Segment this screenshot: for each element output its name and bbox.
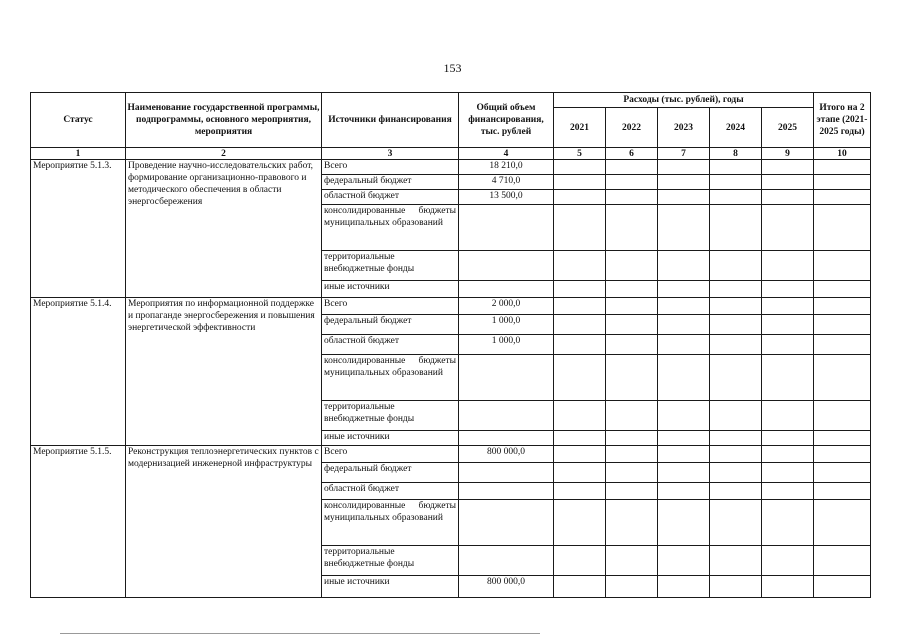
table-header	[31, 93, 871, 160]
empty-cell	[710, 190, 762, 205]
empty-cell	[710, 500, 762, 546]
empty-cell	[814, 446, 871, 463]
total-cell	[459, 546, 554, 576]
empty-cell	[658, 431, 710, 446]
measure-name: Реконструкция теплоэнергетических пунктов с модернизацией инженерной инфраструктуры	[126, 446, 322, 598]
total-cell: 2 000,0	[459, 298, 554, 315]
empty-cell	[762, 251, 814, 281]
source-cell: Всего	[322, 160, 459, 175]
empty-cell	[710, 463, 762, 483]
total-cell	[459, 355, 554, 401]
source-cell: консолидированные бюджеты муниципальных образований	[322, 205, 459, 251]
empty-cell	[658, 446, 710, 463]
empty-cell	[606, 483, 658, 500]
empty-cell	[606, 431, 658, 446]
total-cell: 4 710,0	[459, 175, 554, 190]
empty-cell	[762, 190, 814, 205]
empty-cell	[814, 298, 871, 315]
empty-cell	[554, 483, 606, 500]
empty-cell	[606, 355, 658, 401]
empty-cell	[658, 298, 710, 315]
total-cell: 18 210,0	[459, 160, 554, 175]
source-cell: иные источники	[322, 576, 459, 598]
header-total: Общий объем финансирования, тыс. рублей	[459, 93, 554, 148]
empty-cell	[762, 281, 814, 298]
empty-cell	[554, 298, 606, 315]
empty-cell	[606, 546, 658, 576]
empty-cell	[814, 205, 871, 251]
measure-block	[31, 160, 871, 298]
empty-cell	[554, 401, 606, 431]
empty-cell	[554, 175, 606, 190]
empty-cell	[658, 355, 710, 401]
total-cell	[459, 463, 554, 483]
measure-status: Мероприятие 5.1.4.	[31, 298, 126, 446]
empty-cell	[762, 298, 814, 315]
empty-cell	[658, 315, 710, 335]
empty-cell	[658, 190, 710, 205]
empty-cell	[762, 160, 814, 175]
measure-block	[31, 298, 871, 446]
empty-cell	[762, 205, 814, 251]
source-cell: территориальные внебюджетные фонды	[322, 401, 459, 431]
header-name: Наименование государственной программы, подпрограммы, основного мероприятия, мероприятия	[126, 93, 322, 148]
empty-cell	[658, 281, 710, 298]
empty-cell	[554, 446, 606, 463]
empty-cell	[710, 355, 762, 401]
measure-status: Мероприятие 5.1.3.	[31, 160, 126, 298]
source-cell: федеральный бюджет	[322, 315, 459, 335]
empty-cell	[814, 355, 871, 401]
financing-table	[30, 92, 871, 598]
total-cell	[459, 401, 554, 431]
empty-cell	[554, 190, 606, 205]
empty-cell	[710, 576, 762, 598]
total-cell: 800 000,0	[459, 446, 554, 463]
column-number: 9	[762, 148, 814, 160]
total-cell	[459, 431, 554, 446]
empty-cell	[814, 500, 871, 546]
empty-cell	[814, 431, 871, 446]
total-cell	[459, 500, 554, 546]
empty-cell	[710, 298, 762, 315]
column-number: 3	[322, 148, 459, 160]
header-status: Статус	[31, 93, 126, 148]
total-cell: 1 000,0	[459, 335, 554, 355]
source-cell: областной бюджет	[322, 190, 459, 205]
measure-block	[31, 446, 871, 598]
empty-cell	[658, 576, 710, 598]
source-cell: консолидированные бюджеты муниципальных образований	[322, 500, 459, 546]
empty-cell	[710, 315, 762, 335]
empty-cell	[762, 175, 814, 190]
column-number: 8	[710, 148, 762, 160]
source-cell: консолидированные бюджеты муниципальных образований	[322, 355, 459, 401]
source-cell: областной бюджет	[322, 483, 459, 500]
empty-cell	[710, 335, 762, 355]
empty-cell	[554, 315, 606, 335]
measure-name: Проведение научно-исследовательских работ, формирование организационно-правового и методического обеспечения в области энергосбережения	[126, 160, 322, 298]
header-year: 2023	[658, 108, 710, 148]
empty-cell	[814, 190, 871, 205]
empty-cell	[814, 251, 871, 281]
empty-cell	[658, 500, 710, 546]
empty-cell	[606, 576, 658, 598]
empty-cell	[814, 160, 871, 175]
empty-cell	[762, 401, 814, 431]
empty-cell	[658, 160, 710, 175]
total-cell: 1 000,0	[459, 315, 554, 335]
source-cell: территориальные внебюджетные фонды	[322, 546, 459, 576]
empty-cell	[554, 463, 606, 483]
empty-cell	[606, 251, 658, 281]
header-year: 2021	[554, 108, 606, 148]
empty-cell	[606, 463, 658, 483]
empty-cell	[658, 546, 710, 576]
source-cell: иные источники	[322, 431, 459, 446]
column-number: 4	[459, 148, 554, 160]
table-row	[31, 446, 871, 463]
empty-cell	[554, 281, 606, 298]
empty-cell	[814, 463, 871, 483]
empty-cell	[606, 205, 658, 251]
column-number-row	[31, 148, 871, 160]
empty-cell	[814, 401, 871, 431]
total-cell	[459, 483, 554, 500]
empty-cell	[658, 483, 710, 500]
empty-cell	[814, 483, 871, 500]
header-sources: Источники финансирования	[322, 93, 459, 148]
empty-cell	[814, 576, 871, 598]
total-cell: 800 000,0	[459, 576, 554, 598]
source-cell: Всего	[322, 298, 459, 315]
column-number: 6	[606, 148, 658, 160]
empty-cell	[762, 483, 814, 500]
empty-cell	[710, 205, 762, 251]
empty-cell	[554, 431, 606, 446]
empty-cell	[710, 175, 762, 190]
total-cell	[459, 281, 554, 298]
empty-cell	[762, 335, 814, 355]
column-number: 10	[814, 148, 871, 160]
empty-cell	[606, 446, 658, 463]
empty-cell	[554, 576, 606, 598]
total-cell	[459, 205, 554, 251]
source-cell: федеральный бюджет	[322, 463, 459, 483]
empty-cell	[658, 205, 710, 251]
empty-cell	[710, 446, 762, 463]
column-number: 2	[126, 148, 322, 160]
total-cell: 13 500,0	[459, 190, 554, 205]
header-stage-total: Итого на 2 этапе (2021-2025 годы)	[814, 93, 871, 148]
empty-cell	[762, 446, 814, 463]
empty-cell	[606, 298, 658, 315]
empty-cell	[710, 251, 762, 281]
empty-cell	[606, 401, 658, 431]
empty-cell	[710, 546, 762, 576]
table-row	[31, 298, 871, 315]
empty-cell	[554, 355, 606, 401]
empty-cell	[554, 251, 606, 281]
empty-cell	[658, 335, 710, 355]
column-number: 1	[31, 148, 126, 160]
empty-cell	[762, 431, 814, 446]
total-cell	[459, 251, 554, 281]
column-number: 5	[554, 148, 606, 160]
empty-cell	[814, 335, 871, 355]
header-year: 2025	[762, 108, 814, 148]
empty-cell	[554, 205, 606, 251]
empty-cell	[606, 500, 658, 546]
empty-cell	[710, 281, 762, 298]
measure-status: Мероприятие 5.1.5.	[31, 446, 126, 598]
header-expenses: Расходы (тыс. рублей), годы	[554, 93, 814, 108]
empty-cell	[762, 463, 814, 483]
empty-cell	[658, 175, 710, 190]
empty-cell	[762, 355, 814, 401]
source-cell: областной бюджет	[322, 335, 459, 355]
header-year: 2022	[606, 108, 658, 148]
empty-cell	[554, 160, 606, 175]
empty-cell	[658, 401, 710, 431]
empty-cell	[658, 251, 710, 281]
empty-cell	[606, 190, 658, 205]
column-number: 7	[658, 148, 710, 160]
source-cell: федеральный бюджет	[322, 175, 459, 190]
source-cell: иные источники	[322, 281, 459, 298]
empty-cell	[710, 431, 762, 446]
empty-cell	[606, 160, 658, 175]
empty-cell	[606, 175, 658, 190]
table-row	[31, 160, 871, 175]
measure-name: Мероприятия по информационной поддержке и пропаганде энергосбережения и повышения энергетической эффективности	[126, 298, 322, 446]
empty-cell	[710, 160, 762, 175]
empty-cell	[606, 335, 658, 355]
source-cell: Всего	[322, 446, 459, 463]
empty-cell	[658, 463, 710, 483]
page-number: 153	[443, 61, 462, 75]
header-year: 2024	[710, 108, 762, 148]
empty-cell	[814, 546, 871, 576]
empty-cell	[762, 546, 814, 576]
empty-cell	[554, 500, 606, 546]
empty-cell	[814, 315, 871, 335]
source-cell: территориальные внебюджетные фонды	[322, 251, 459, 281]
empty-cell	[710, 483, 762, 500]
empty-cell	[710, 401, 762, 431]
empty-cell	[814, 281, 871, 298]
bottom-rule	[60, 633, 540, 634]
empty-cell	[606, 281, 658, 298]
empty-cell	[554, 546, 606, 576]
empty-cell	[606, 315, 658, 335]
empty-cell	[814, 175, 871, 190]
empty-cell	[762, 576, 814, 598]
empty-cell	[762, 315, 814, 335]
empty-cell	[554, 335, 606, 355]
empty-cell	[762, 500, 814, 546]
